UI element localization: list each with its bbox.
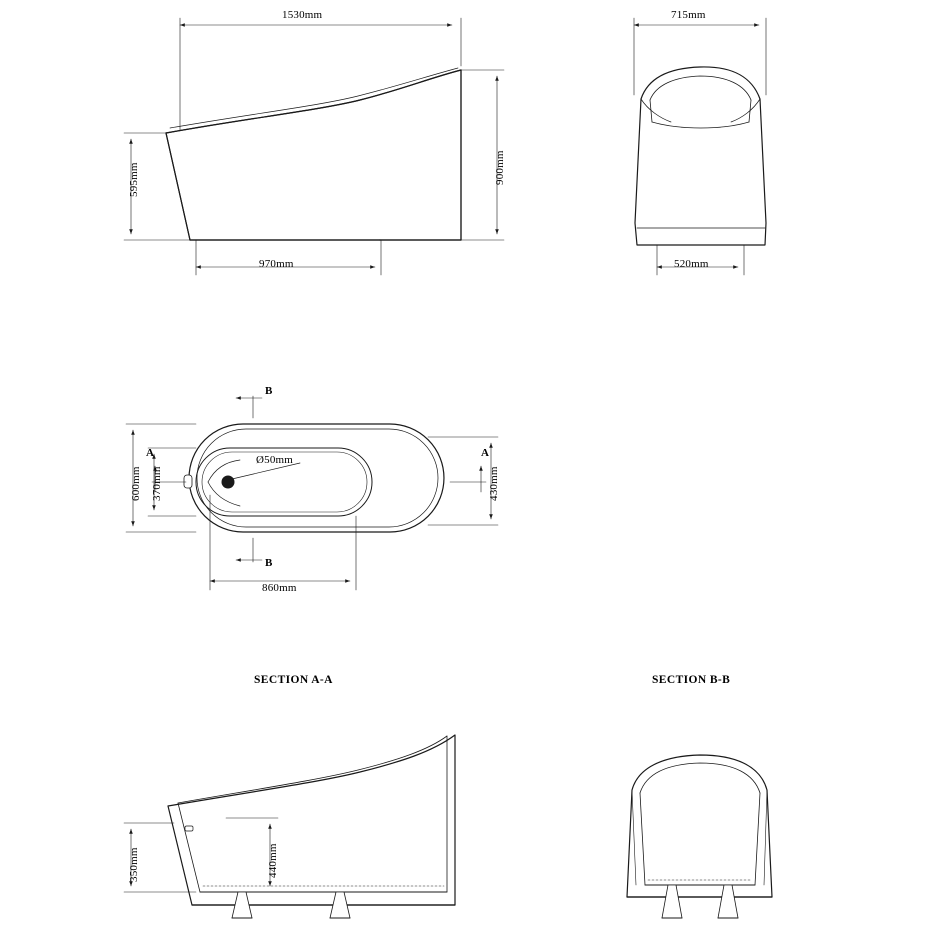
dim-overall-width: 715mm: [671, 9, 706, 21]
dim-inner-depth-350: 350mm: [128, 847, 140, 882]
dim-overall-height: 900mm: [494, 150, 506, 185]
dim-base-length: 970mm: [259, 258, 294, 270]
dim-inner-depth-440: 440mm: [267, 843, 279, 878]
section-mark-a-left: A: [146, 447, 154, 459]
dim-base-width: 520mm: [674, 258, 709, 270]
section-mark-a-right: A: [481, 447, 489, 459]
dim-overall-depth: 600mm: [130, 466, 142, 501]
side-elevation-outline: [166, 68, 461, 240]
dim-overall-length: 1530mm: [282, 9, 323, 21]
section-aa-outline: [168, 735, 455, 918]
dim-inner-length: 860mm: [262, 582, 297, 594]
plan-view-outline: [184, 424, 444, 532]
section-mark-b-bottom: B: [265, 557, 273, 569]
section-bb-title: SECTION B-B: [652, 674, 731, 686]
dim-inner-depth: 370mm: [151, 466, 163, 501]
dim-waste-diameter: Ø50mm: [256, 454, 294, 466]
front-elevation-outline: [635, 67, 766, 245]
dim-front-height: 595mm: [128, 162, 140, 197]
dim-waste-offset: 430mm: [488, 466, 500, 501]
section-bb-outline: [627, 755, 772, 918]
section-aa-title: SECTION A-A: [254, 674, 333, 686]
section-mark-b-top: B: [265, 385, 273, 397]
